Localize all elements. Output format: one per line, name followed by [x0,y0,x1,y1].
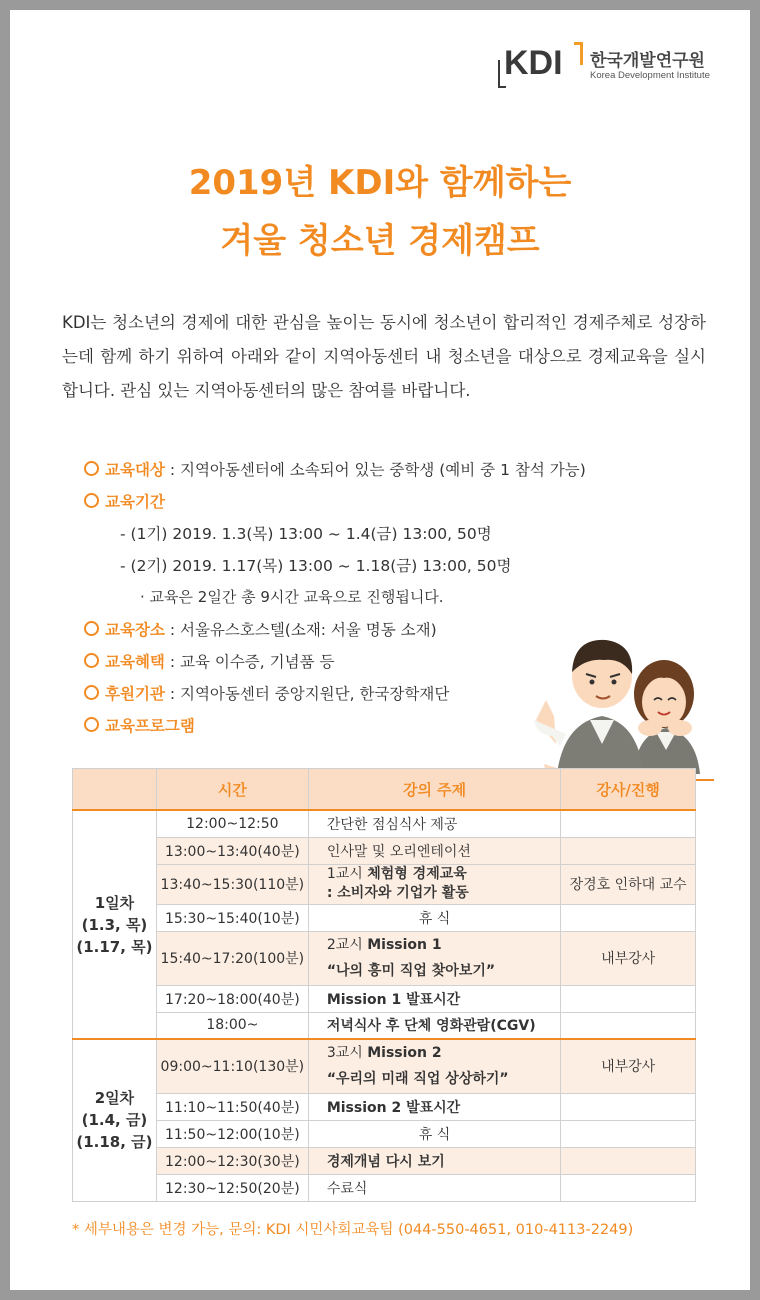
period-1: - (1기) 2019. 1.3(목) 13:00 ~ 1.4(금) 13:00, 50명 [120,525,492,543]
period-note: · 교육은 2일간 총 9시간 교육으로 진행됩니다. [140,588,444,606]
girl-figure [634,660,700,774]
instructor-cell [561,1120,696,1147]
instructor-cell [561,904,696,931]
circle-bullet-icon [84,461,99,476]
table-header: 시간 [156,769,308,811]
topic-cell: 수료식 [308,1174,560,1201]
topic-prefix: 1교시 [326,866,368,882]
info-label: 교육대상 [105,461,165,479]
info-period [84,490,165,512]
time-cell: 13:00~13:40(40분) [156,837,308,864]
info-value: : 지역아동센터에 소속되어 있는 중학생 (예비 중 1 참석 가능) [164,461,586,479]
day-label: 2일차 [94,1089,135,1108]
time-cell: 18:00~ [156,1012,308,1039]
table-header: 강의 주제 [308,769,560,811]
program-table [72,768,696,1202]
day-date: (1.17, 목) [76,937,153,956]
topic-cell: 휴 식 [308,904,560,931]
instructor-cell: 내부강사 [561,931,696,985]
topic-cell [308,1039,560,1093]
logo-bracket-right [574,42,583,65]
topic-cell [308,931,560,985]
intro-paragraph: KDI는 청소년의 경제에 대한 관심을 높이는 동시에 청소년이 합리적인 경제주체로 성장하는데 함께 하기 위하여 아래와 같이 지역아동센터 내 청소년을 대상으로 경제교육을 실시합니다. 관심 있는 지역아동센터의 많은 참여를 바랍니다. [62,313,706,400]
instructor-cell [561,1093,696,1120]
time-cell: 12:30~12:50(20분) [156,1174,308,1201]
info-label: 교육혜택 [105,653,165,671]
logo-name-en: Korea Development Institute [590,70,710,81]
info-place [84,618,437,640]
table-header-row [73,769,696,811]
circle-bullet-icon [84,685,99,700]
table-row [73,837,696,864]
info-value: : 지역아동센터 중앙지원단, 한국장학재단 [164,685,450,703]
kdi-logo [498,38,738,98]
time-cell: 09:00~11:10(130분) [156,1039,308,1093]
day-2-cell [73,1039,157,1201]
table-row [73,1120,696,1147]
topic-subtitle: “나의 흥미 직업 찾아보기” [326,963,496,979]
info-benefit [84,650,334,672]
instructor-cell [561,1012,696,1039]
table-header: 강사/진행 [561,769,696,811]
logo-mark: KDI [504,44,563,82]
table-row [73,931,696,985]
instructor-cell: 장경호 인하대 교수 [561,864,696,904]
table-row [73,1093,696,1120]
topic-title: 체험형 경제교육 [367,866,467,882]
circle-bullet-icon [84,653,99,668]
table-row [73,985,696,1012]
time-cell: 15:30~15:40(10분) [156,904,308,931]
topic-cell: 인사말 및 오리엔테이션 [308,837,560,864]
day-date: (1.3, 목) [81,915,148,934]
table-row [73,1012,696,1039]
instructor-cell [561,837,696,864]
topic-subtitle: : 소비자와 기업가 활동 [326,885,469,901]
info-target [84,458,586,480]
day-date: (1.18, 금) [76,1133,153,1152]
logo-name-ko: 한국개발연구원 [590,51,705,71]
topic-prefix: 3교시 [326,1045,368,1062]
info-sponsor [84,682,449,704]
topic-subtitle: “우리의 미래 직업 상상하기” [326,1071,509,1088]
poster [10,10,750,1290]
time-cell: 12:00~12:30(30분) [156,1147,308,1174]
topic-title: Mission 2 [367,1045,442,1062]
table-row [73,810,696,837]
info-label: 교육프로그램 [105,717,195,735]
info-label: 후원기관 [105,685,165,703]
circle-bullet-icon [84,621,99,636]
topic-cell: Mission 1 발표시간 [308,985,560,1012]
circle-bullet-icon [84,717,99,732]
time-cell: 17:20~18:00(40분) [156,985,308,1012]
topic-cell [308,864,560,904]
topic-cell: 휴 식 [308,1120,560,1147]
table-row [73,1174,696,1201]
table-row [73,1147,696,1174]
info-label: 교육장소 [105,621,165,639]
instructor-cell [561,985,696,1012]
info-value: : 교육 이수증, 기념품 등 [164,653,335,671]
table-header [73,769,157,811]
period-2: - (2기) 2019. 1.17(목) 13:00 ~ 1.18(금) 13:00, 50명 [120,557,512,575]
day-1-cell [73,810,157,1039]
instructor-cell [561,1174,696,1201]
page-title [10,154,750,270]
time-cell: 15:40~17:20(100분) [156,931,308,985]
info-program [84,714,195,736]
day-date: (1.4, 금) [81,1111,148,1130]
time-cell: 11:10~11:50(40분) [156,1093,308,1120]
table-row [73,904,696,931]
time-cell: 13:40~15:30(110분) [156,864,308,904]
table-row [73,1039,696,1093]
topic-title: Mission 1 [367,937,442,953]
info-label: 교육기간 [105,493,165,511]
topic-cell: Mission 2 발표시간 [308,1093,560,1120]
topic-cell: 경제개념 다시 보기 [308,1147,560,1174]
instructor-cell [561,1147,696,1174]
title-line-1: 2019년 KDI와 함께하는 [188,163,572,203]
topic-prefix: 2교시 [326,937,368,953]
instructor-cell: 내부강사 [561,1039,696,1093]
info-value: : 서울유스호스텔(소재: 서울 명동 소재) [164,621,437,639]
topic-cell: 간단한 점심식사 제공 [308,810,560,837]
time-cell: 12:00~12:50 [156,810,308,837]
time-cell: 11:50~12:00(10분) [156,1120,308,1147]
title-line-2: 겨울 청소년 경제캠프 [220,221,540,261]
footer-note: * 세부내용은 변경 가능, 문의: KDI 시민사회교육팀 (044-550-4651, 010-4113-2249) [72,1222,634,1238]
day-label: 1일차 [94,893,135,912]
topic-cell: 저녁식사 후 단체 영화관람(CGV) [308,1012,560,1039]
table-row [73,864,696,904]
circle-bullet-icon [84,493,99,508]
instructor-cell [561,810,696,837]
